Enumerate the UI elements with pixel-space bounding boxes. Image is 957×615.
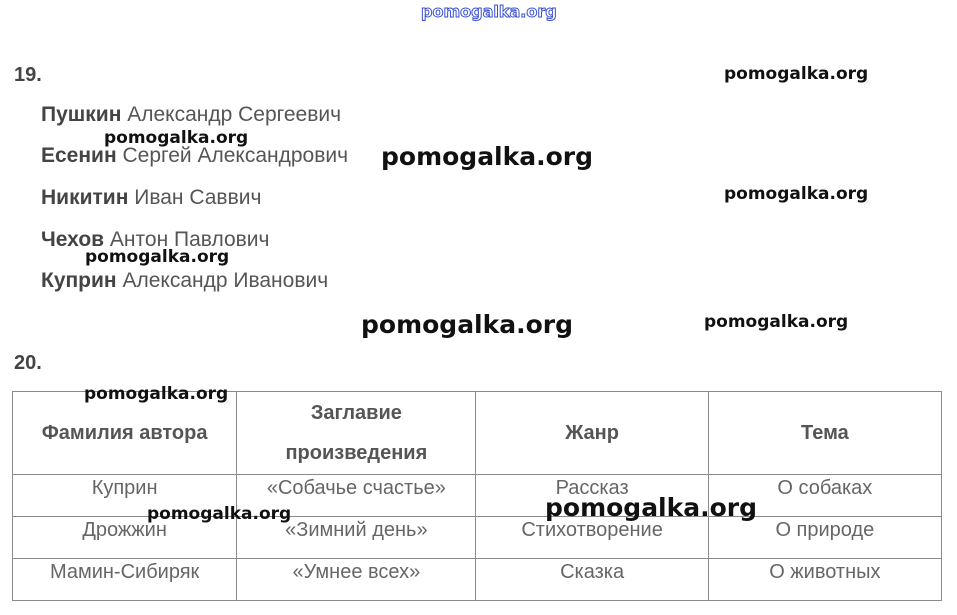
cell-theme: О животных — [708, 559, 941, 601]
table-row — [13, 559, 942, 601]
watermark: pomogalka.org — [724, 184, 869, 204]
cell-theme: О природе — [708, 517, 941, 559]
author-surname: Есенин — [41, 144, 117, 167]
author-name: Сергей Александрович — [122, 144, 349, 167]
watermark: pomogalka.org — [85, 247, 230, 267]
watermark: pomogalka.org — [104, 128, 249, 148]
watermark: pomogalka.org — [724, 64, 869, 84]
task-20-number: 20. — [14, 352, 42, 374]
header-title: Заглавие произведения — [237, 392, 476, 475]
watermark: pomogalka.org — [381, 142, 594, 171]
watermark: pomogalka.org — [147, 504, 292, 524]
cell-author: Куприн — [13, 475, 237, 517]
cell-title: «Собачье счастье» — [237, 475, 476, 517]
header-genre: Жанр — [476, 392, 708, 475]
author-surname: Чехов — [41, 228, 105, 251]
watermark: pomogalka.org — [361, 310, 574, 339]
cell-genre: Сказка — [476, 559, 708, 601]
author-item — [41, 103, 341, 127]
works-table — [12, 391, 942, 601]
author-name: Иван Саввич — [134, 186, 262, 209]
cell-title: «Умнее всех» — [237, 559, 476, 601]
cell-theme: О собаках — [708, 475, 941, 517]
author-name: Александр Сергеевич — [127, 103, 342, 126]
watermark: pomogalka.org — [545, 493, 758, 522]
cell-title: «Зимний день» — [237, 517, 476, 559]
author-surname: Никитин — [41, 186, 129, 209]
cell-author: Мамин-Сибиряк — [13, 559, 237, 601]
cell-genre: Рассказ — [476, 475, 708, 517]
author-name: Антон Павлович — [109, 228, 270, 251]
watermark: pomogalka.org — [84, 384, 229, 404]
author-item — [41, 269, 328, 293]
author-item — [41, 186, 261, 210]
author-surname: Куприн — [41, 269, 117, 292]
header-author: Фамилия автора — [13, 392, 237, 475]
watermark: pomogalka.org — [704, 312, 849, 332]
header-watermark: pomogalka.org — [421, 2, 557, 21]
author-name: Александр Иванович — [122, 269, 329, 292]
task-19-number: 19. — [14, 64, 42, 86]
author-surname: Пушкин — [41, 103, 122, 126]
header-theme: Тема — [708, 392, 941, 475]
cell-author: Дрожжин — [13, 517, 237, 559]
cell-genre: Стихотворение — [476, 517, 708, 559]
